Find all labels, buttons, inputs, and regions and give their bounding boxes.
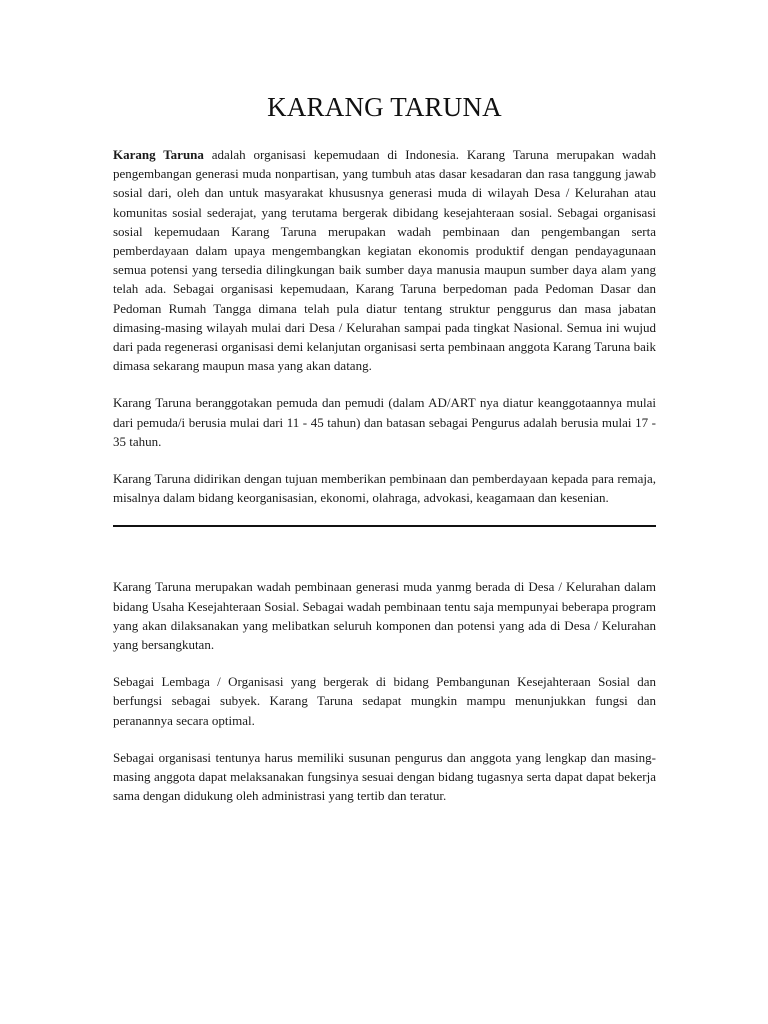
section-two	[113, 577, 656, 805]
paragraph-membership: Karang Taruna beranggotakan pemuda dan pemudi (dalam AD/ART nya diatur keanggotaannya mulai dari pemuda/i berusia mulai dari 11 - 45 tahun) dan batasan sebagai Pengurus adalah berusia mulai 17 - 35 tahun.	[113, 395, 656, 449]
paragraph-organization: Sebagai organisasi tentunya harus memiliki susunan pengurus dan anggota yang lengkap dan masing-masing anggota dapat melaksanakan fungsinya sesuai dengan bidang tugasnya serta dapat dapat bekerja sama dengan didukung oleh administrasi yang tertib dan teratur.	[113, 749, 656, 804]
paragraph-institution: Sebagai Lembaga / Organisasi yang bergerak di bidang Pembangunan Kesejahteraan Sosial dan berfungsi sebagai subyek. Karang Taruna sedapat mungkin mampu menunjukkan fungsi dan peranannya secara optimal.	[113, 674, 656, 728]
paragraph-definition	[113, 145, 656, 375]
paragraph-definition-text: adalah organisasi kepemudaan di Indonesia. Karang Taruna merupakan wadah pengembangan generasi muda nonpartisan, yang tumbuh atas dasar kesadaran dan rasa tanggung jawab sosial dari, oleh dan untuk masyarakat khususnya generasi muda di wilayah Desa / Kelurahan atau komunitas sosial sederajat, yang terutama bergerak dibidang kesejahteraan sosial. Sebagai organisasi sosial kepemudaan Karang Taruna merupakan wadah pembinaan dan pengembangan serta pemberdayaan dalam upaya mengembangkan kegiatan ekonomis produktif dengan pendayagunaan semua potensi yang tersedia dilingkungan baik sumber daya manusia maupun sumber daya alam yang telah ada. Sebagai organisasi kepemudaan, Karang Taruna berpedoman pada Pedoman Dasar dan Pedoman Rumah Tangga dimana telah pula diatur tentang struktur penggurus dan masa jabatan dimasing-masing wilayah mulai dari Desa / Kelurahan sampai pada tingkat Nasional. Semua ini wujud dari pada regenerasi organisasi demi kelanjutan organisasi serta pembinaan anggota Karang Taruna baik dimasa sekarang maupun masa yang akan datang.	[113, 147, 656, 374]
paragraph-lead-term: Karang Taruna	[113, 147, 204, 162]
section-divider	[113, 525, 656, 527]
paragraph-role: Karang Taruna merupakan wadah pembinaan generasi muda yanmg berada di Desa / Kelurahan dalam bidang Usaha Kesejahteraan Sosial. Sebagai wadah pembinaan tentu saja mempunyai beberapa program yang akan dilaksanakan yang melibatkan seluruh komponen dan potensi yang ada di Desa / Kelurahan yang bersangkutan.	[113, 579, 656, 653]
document-page	[113, 92, 656, 823]
section-one	[113, 145, 656, 507]
paragraph-purpose: Karang Taruna didirikan dengan tujuan memberikan pembinaan dan pemberdayaan kepada para remaja, misalnya dalam bidang keorganisasian, ekonomi, olahraga, advokasi, keagamaan dan kesenian.	[113, 471, 656, 506]
document-title: KARANG TARUNA	[267, 92, 502, 122]
